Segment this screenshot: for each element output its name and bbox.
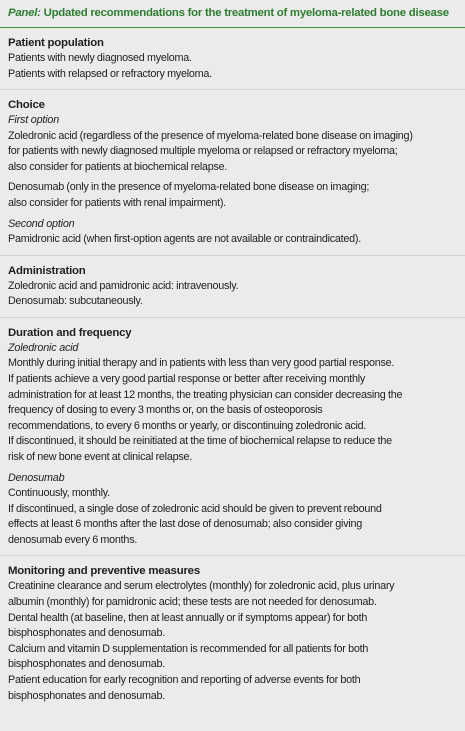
section-heading: Monitoring and preventive measures [8, 565, 200, 578]
subheading-second-option: Second option [8, 217, 75, 230]
body-line: also consider for patients with renal impairment). [8, 197, 226, 210]
subheading-denosumab: Denosumab [8, 471, 65, 484]
body-line: Monthly during initial therapy and in patients with less than very good partial response. [8, 357, 395, 370]
body-line: Patients with newly diagnosed myeloma. [8, 52, 192, 64]
body-line: administration for at least 12 months, the treating physician can consider decreasing the [8, 388, 403, 401]
body-line: for patients with newly diagnosed multiple myeloma or relapsed or refractory myeloma; [8, 145, 398, 158]
body-line: bisphosphonates and denosumab. [8, 627, 165, 640]
body-line: also consider for patients at biochemical relapse. [8, 160, 228, 173]
body-line: bisphosphonates and denosumab. [8, 658, 165, 671]
section-divider [0, 317, 465, 318]
body-line: Zoledronic acid and pamidronic acid: intravenously. [8, 279, 239, 292]
body-line: Denosumab (only in the presence of myeloma-related bone disease on imaging; [8, 181, 370, 194]
panel-title [8, 4, 457, 22]
body-line: albumin (monthly) for pamidronic acid; these tests are not needed for denosumab. [8, 596, 377, 609]
body-line: frequency of dosing to every 3 months or, on the basis of osteoporosis [8, 404, 323, 417]
body-line: If discontinued, a single dose of zoledronic acid should be given to prevent rebound [8, 502, 382, 515]
body-line: effects at least 6 months after the last dose of denosumab; also consider giving [8, 518, 363, 531]
body-line: bisphosphonates and denosumab. [8, 689, 165, 702]
body-line: Patient education for early recognition and reporting of adverse events for both [8, 674, 361, 687]
body-line: Creatinine clearance and serum electrolytes (monthly) for zoledronic acid, plus urinary [8, 580, 395, 593]
section-heading: Administration [8, 264, 86, 277]
body-line: Patients with relapsed or refractory myeloma. [8, 67, 212, 80]
body-line: recommendations, to every 6 months or yearly, or discontinuing zoledronic acid. [8, 419, 367, 432]
body-line: Zoledronic acid (regardless of the presence of myeloma-related bone disease on imaging) [8, 129, 413, 142]
section-patient-population [8, 35, 457, 82]
section-heading: Patient population [8, 37, 104, 49]
section-divider [0, 555, 465, 556]
section-duration-frequency [8, 325, 457, 549]
subheading-first-option: First option [8, 114, 60, 127]
body-line: Denosumab: subcutaneously. [8, 295, 143, 308]
section-monitoring [8, 563, 457, 704]
body-line: Continuously, monthly. [8, 487, 110, 500]
body-line: Calcium and vitamin D supplementation is recommended for all patients for both [8, 642, 369, 655]
body-line: Pamidronic acid (when first-option agents are not available or contraindicated). [8, 233, 361, 246]
subheading-zoledronic-acid: Zoledronic acid [8, 341, 79, 354]
section-heading: Duration and frequency [8, 326, 132, 339]
section-divider [0, 255, 465, 256]
panel-title-lead: Panel: [8, 7, 41, 19]
title-divider [0, 27, 465, 28]
section-administration [8, 263, 457, 310]
panel-title-text: Updated recommendations for the treatment of myeloma-related bone disease [40, 7, 449, 19]
section-divider [0, 89, 465, 90]
section-choice [8, 97, 457, 248]
body-line: If patients achieve a very good partial response or better after receiving monthly [8, 373, 365, 386]
section-heading: Choice [8, 99, 45, 112]
body-line: Dental health (at baseline, then at least annually or if symptoms appear) for both [8, 611, 368, 624]
body-line: denosumab every 6 months. [8, 533, 138, 546]
body-line: If discontinued, it should be reinitiated at the time of biochemical relapse to reduce the [8, 435, 392, 448]
body-line: risk of new bone event at clinical relapse. [8, 451, 192, 463]
